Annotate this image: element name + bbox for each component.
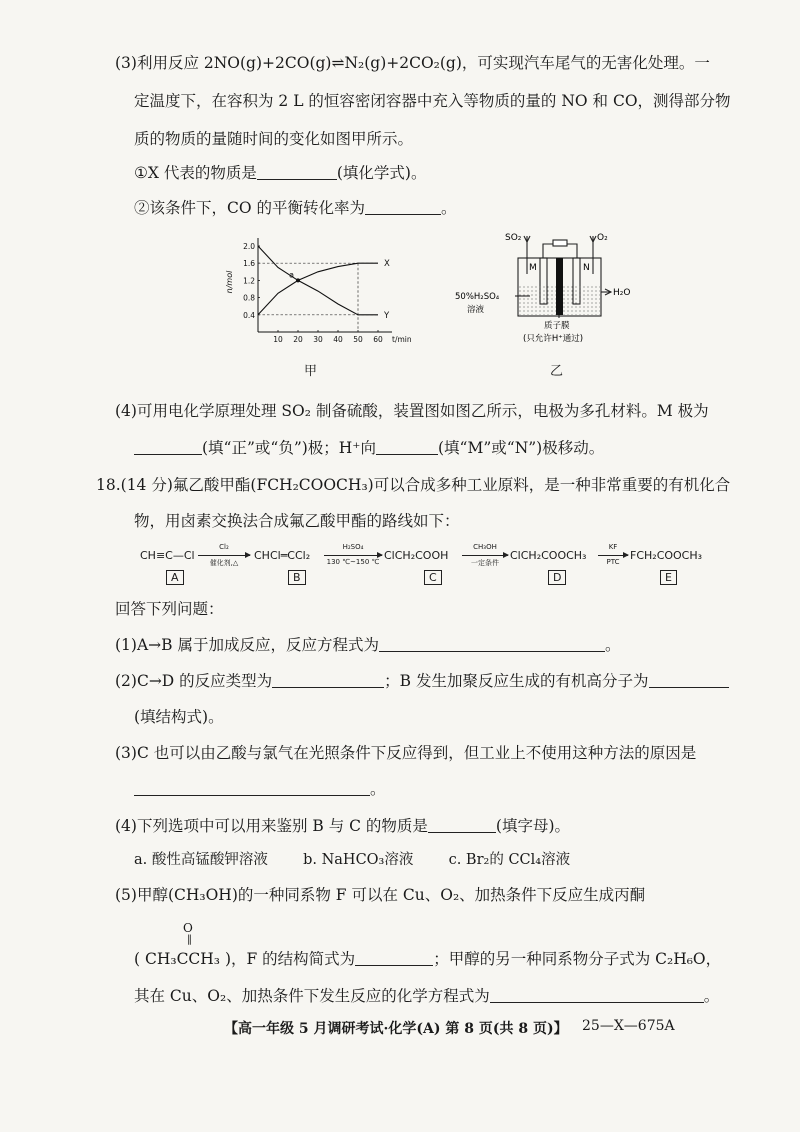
o2-label: O₂ (597, 233, 608, 243)
intersection-point (296, 278, 300, 282)
q18-part3-line2 (134, 778, 386, 800)
answer-blank[interactable] (428, 816, 496, 833)
q18-part1 (115, 634, 620, 656)
option-a: a. 酸性高锰酸钾溶液 (134, 852, 268, 868)
q18-part3-post: 。 (370, 780, 386, 798)
answer-blank[interactable] (365, 198, 441, 215)
label-a: A (166, 570, 184, 585)
proton-membrane (556, 258, 563, 315)
q4-line1: (4)可用电化学原理处理 SO₂ 制备硫酸，装置图如图乙所示，电极为多孔材料。M 极为 (115, 402, 709, 420)
y-tick-label: 2.0 (243, 242, 255, 251)
q18-part2-text: (2)C→D 的反应类型为 (115, 672, 273, 690)
condition-top: CH₃OH (473, 543, 497, 551)
condition-bottom: 催化剂,△ (209, 559, 239, 567)
condition-bottom: PTC (606, 558, 620, 566)
q18-part5-mid: ，F 的结构简式为 (231, 950, 356, 968)
compound-a: CH≡C—Cl (140, 549, 195, 562)
footer-exam-title: 【高一年级 5 月调研考试·化学(A) 第 8 页(共 8 页)】 (224, 1021, 568, 1037)
x-tick-label: 30 (313, 335, 323, 344)
h2o-label: H₂O (613, 288, 631, 298)
answer-blank[interactable] (376, 438, 438, 455)
electrolysis-apparatus-diagram (455, 226, 640, 351)
q18-part1-text: (1)A→B 属于加成反应，反应方程式为 (115, 636, 379, 654)
q3-sub1 (134, 162, 426, 184)
reaction-arrow (198, 555, 250, 556)
chart-jia (222, 234, 412, 352)
q18-part4-text: (4)下列选项中可以用来鉴别 B 与 C 的物质是 (115, 817, 428, 835)
condition-top: KF (608, 543, 618, 551)
label-b: B (288, 570, 306, 585)
x-tick-label: 60 (373, 335, 383, 344)
q4-line2 (134, 437, 604, 459)
series-line-y (258, 246, 378, 315)
q18-part1-post: 。 (604, 636, 621, 654)
answer-blank[interactable] (134, 779, 370, 796)
q3-line1: (3)利用反应 2NO(g)+2CO(g)⇌N₂(g)+2CO₂(g)，可实现汽车尾气的无害化处理。一 (115, 54, 710, 72)
q18-line2: 物，用卤素交换法合成氟乙酸甲酯的路线如下： (134, 512, 460, 530)
label-c: C (424, 570, 442, 585)
q3-sub1-post: (填化学式)。 (336, 164, 427, 182)
condition-top: H₂SO₄ (342, 543, 364, 551)
y-tick-label: 1.6 (243, 259, 255, 269)
solution-label-1: 50%H₂SO₄ (455, 292, 500, 302)
condition-top: Cl₂ (219, 543, 229, 551)
series-label-y: Y (384, 310, 390, 321)
compound-e: FCH₂COOCH₃ (630, 549, 703, 562)
label-e: E (660, 570, 677, 585)
electrode-n-label: N (583, 263, 590, 273)
answer-blank[interactable] (355, 949, 433, 966)
q3-sub1-text: ①X 代表的物质是 (134, 164, 257, 182)
label-d: D (548, 570, 566, 585)
answer-blank[interactable] (257, 163, 337, 180)
q3-line2: 定温度下，在容积为 2 L 的恒容密闭容器中充入等物质的量的 NO 和 CO，测得部分物 (134, 92, 731, 110)
q3-sub2-text: ②该条件下，CO 的平衡转化率为 (134, 199, 365, 217)
ketone-oxygen: O (183, 921, 193, 935)
q18-part5-post: ；甲醇的另一种同系物分子式为 C₂H₆O， (433, 950, 722, 968)
q18-part5-line2 (134, 948, 721, 970)
q3-sub2 (134, 197, 457, 219)
q18-part5-line3-text: 其在 Cu、O₂、加热条件下发生反应的化学方程式为 (134, 987, 490, 1005)
series-label-x: X (384, 259, 390, 270)
membrane-label-1: 质子膜 (544, 321, 570, 331)
y-tick-label: 0.4 (243, 310, 255, 320)
intersection-label: a (289, 270, 294, 280)
q18-part5-line3-post: 。 (703, 987, 720, 1005)
condition-bottom: 130 ℃~150 ℃ (326, 558, 380, 566)
x-tick-label: 10 (273, 335, 283, 344)
answer-blank[interactable] (379, 635, 605, 652)
y-axis-label: n/mol (225, 270, 234, 294)
y-tick-label: 0.8 (243, 293, 255, 303)
figure-yi-caption: 乙 (550, 364, 564, 379)
footer-exam-code: 25—X—675A (582, 1018, 675, 1034)
answer-blank[interactable] (490, 986, 704, 1003)
q18-part4-post: (填字母)。 (495, 817, 571, 835)
x-tick-label: 20 (293, 335, 303, 344)
q18-part2-mid: ；B 发生加聚反应生成的有机高分子为 (384, 672, 649, 690)
membrane-label-2: (只允许H⁺通过) (523, 334, 584, 344)
q18-part5-line3 (134, 985, 719, 1007)
y-tick-label: 1.2 (243, 276, 255, 286)
series-line-x (258, 263, 378, 315)
q4-line2-text-b: (填“M”或“N”)极移动。 (438, 439, 605, 457)
figure-jia-caption: 甲 (304, 364, 318, 379)
ketone-double-bond: ‖ (187, 934, 192, 945)
synthesis-route (140, 543, 703, 589)
reaction-arrow (462, 555, 508, 556)
q18-part5-line1: (5)甲醇(CH₃OH)的一种同系物 F 可以在 Cu、O₂、加热条件下反应生成丙酮 (115, 886, 646, 904)
acetone-formula: ( CH₃CCH₃ ) (134, 950, 231, 968)
answer-intro: 回答下列问题： (115, 600, 224, 618)
q18-line1: 18.(14 分)氟乙酸甲酯(FCH₂COOCH₃)可以合成多种工业原料，是一种非常重要的有机化合 (96, 476, 731, 494)
electrode-m-label: M (529, 263, 537, 273)
x-tick-label: 50 (353, 335, 363, 344)
answer-blank[interactable] (272, 671, 384, 688)
x-axis-label: t/min (392, 335, 412, 344)
q18-part3-line1: (3)C 也可以由乙酸与氯气在光照条件下反应得到，但工业上不使用这种方法的原因是 (115, 744, 697, 762)
q3-line3: 质的物质的量随时间的变化如图甲所示。 (134, 130, 414, 148)
reaction-arrow (598, 555, 628, 556)
solution-label-2: 溶液 (467, 305, 485, 315)
compound-c: ClCH₂COOH (384, 549, 449, 562)
q18-part4 (115, 815, 570, 837)
answer-blank[interactable] (134, 438, 202, 455)
compound-b: CHCl═CCl₂ (254, 549, 311, 562)
q4-line2-text-a: (填“正”或“负”)极；H⁺向 (202, 439, 376, 457)
q18-part2 (115, 670, 729, 692)
answer-blank[interactable] (649, 671, 729, 688)
compound-d: ClCH₂COOCH₃ (510, 549, 587, 562)
option-b: b. NaHCO₃溶液 (303, 852, 414, 868)
option-c: c. Br₂的 CCl₄溶液 (448, 852, 571, 868)
reaction-arrow (324, 555, 382, 556)
q3-sub2-post: 。 (441, 199, 457, 217)
condition-bottom: 一定条件 (471, 559, 499, 567)
q18-part2-line2: (填结构式)。 (134, 708, 224, 726)
x-tick-label: 40 (333, 335, 343, 344)
q18-part4-options (134, 849, 570, 871)
so2-label: SO₂ (505, 233, 522, 243)
